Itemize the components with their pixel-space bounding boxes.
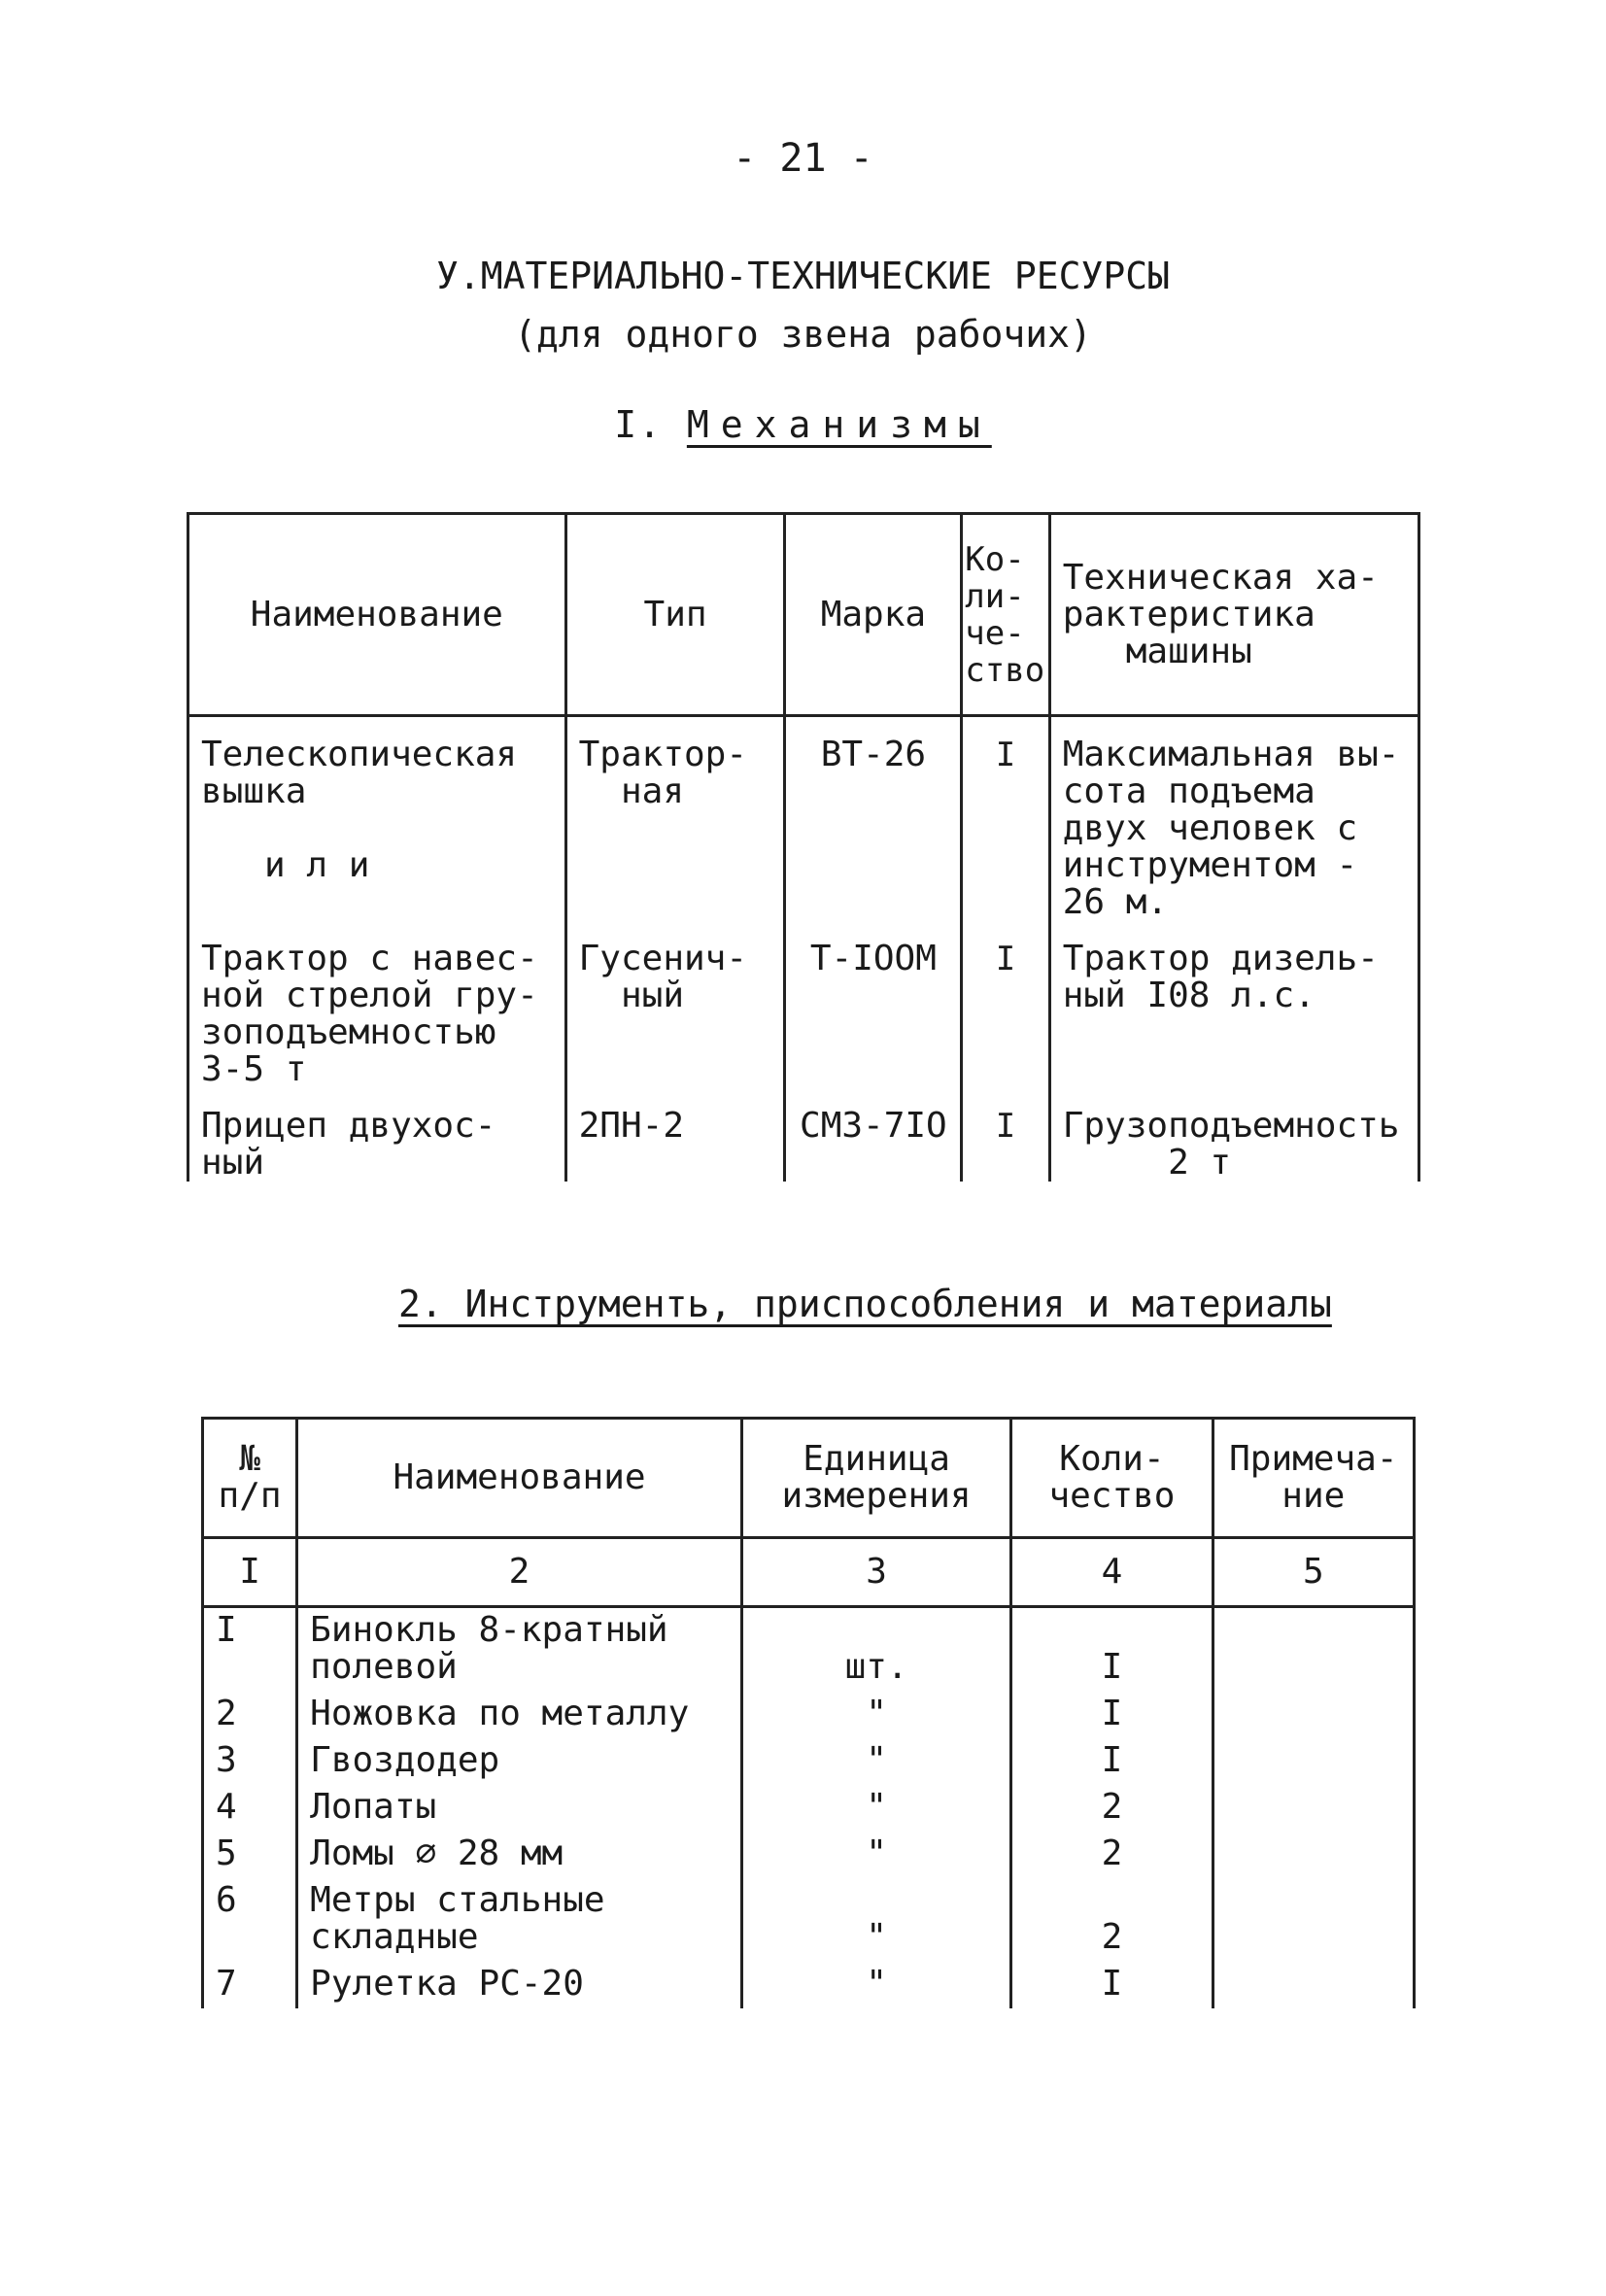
mechanisms-table [187,512,1420,1182]
cell-name: Метры стальные складные [297,1878,742,1962]
cell-note [1213,1738,1414,1785]
header-unit: Единица измерения [741,1419,1010,1538]
cell-type: Трактор- ная [565,716,785,922]
table-row [188,921,1419,1088]
cell-note [1213,1607,1414,1693]
cell-unit: " [741,1832,1010,1878]
section-heading-mechanisms [0,403,1606,446]
cell-name: Бинокль 8-кратный полевой [297,1607,742,1693]
cell-quantity: I [1011,1692,1213,1738]
column-number: 5 [1213,1538,1414,1607]
cell-quantity: I [1011,1738,1213,1785]
cell-quantity: I [962,716,1049,922]
cell-unit: " [741,1878,1010,1962]
table-row [203,1832,1415,1878]
cell-note [1213,1962,1414,2008]
column-number: 4 [1011,1538,1213,1607]
table-row [188,1088,1419,1182]
cell-name: Ножовка по металлу [297,1692,742,1738]
cell-number: 3 [203,1738,297,1785]
cell-name: Лопаты [297,1785,742,1832]
section-number: I. [614,403,663,446]
table-row [203,1738,1415,1785]
header-name: Наименование [188,514,566,716]
document-subtitle: (для одного звена рабочих) [514,313,1092,356]
table-header-row [203,1419,1415,1538]
cell-number: 6 [203,1878,297,1962]
section-heading-tools: 2. Инструменть, приспособления и материалы [398,1283,1332,1325]
cell-unit: " [741,1785,1010,1832]
cell-type: 2ПН-2 [565,1088,785,1182]
header-quantity: Ко- ли- че- ство [962,514,1049,716]
page-number: - 21 - [733,136,873,181]
header-quantity: Коли- чество [1011,1419,1213,1538]
table-row [203,1878,1415,1962]
cell-brand: Т-IOOM [785,921,962,1088]
cell-name: Телескопическая вышка и л и [188,716,566,922]
header-spec: Техническая ха- рактеристика машины [1049,514,1418,716]
cell-number: 2 [203,1692,297,1738]
cell-note [1213,1785,1414,1832]
cell-spec: Максимальная вы- сота подъема двух человек с инструментом - 26 м. [1049,716,1418,922]
column-number: 2 [297,1538,742,1607]
cell-type: Гусенич- ный [565,921,785,1088]
table-row [203,1607,1415,1693]
cell-quantity: 2 [1011,1878,1213,1962]
section-title: Механизмы [686,403,992,446]
cell-spec: Трактор дизель- ный I08 л.с. [1049,921,1418,1088]
cell-number: I [203,1607,297,1693]
cell-spec: Грузоподъемность 2 т [1049,1088,1418,1182]
cell-quantity: I [1011,1607,1213,1693]
cell-number: 5 [203,1832,297,1878]
cell-name: Трактор с навес- ной стрелой гру- зоподъемностью 3-5 т [188,921,566,1088]
cell-note [1213,1878,1414,1962]
cell-name: Рулетка РС-20 [297,1962,742,2008]
cell-unit: " [741,1692,1010,1738]
table-row [203,1785,1415,1832]
cell-quantity: I [962,921,1049,1088]
cell-name: Прицеп двухос- ный [188,1088,566,1182]
cell-unit: шт. [741,1607,1010,1693]
cell-note [1213,1832,1414,1878]
table-row [203,1692,1415,1738]
column-number: 3 [741,1538,1010,1607]
cell-brand: СМЗ-7IO [785,1088,962,1182]
table-row [203,1962,1415,2008]
header-brand: Марка [785,514,962,716]
cell-name: Гвоздодер [297,1738,742,1785]
cell-quantity: 2 [1011,1832,1213,1878]
tools-table [201,1417,1416,2008]
cell-quantity: I [1011,1962,1213,2008]
header-note: Примеча- ние [1213,1419,1414,1538]
header-number: № п/п [203,1419,297,1538]
column-number: I [203,1538,297,1607]
cell-unit: " [741,1962,1010,2008]
cell-number: 7 [203,1962,297,2008]
header-name: Наименование [297,1419,742,1538]
cell-unit: " [741,1738,1010,1785]
cell-number: 4 [203,1785,297,1832]
cell-quantity: I [962,1088,1049,1182]
header-type: Тип [565,514,785,716]
table-header-row [188,514,1419,716]
cell-note [1213,1692,1414,1738]
cell-brand: ВТ-26 [785,716,962,922]
cell-name: Ломы ∅ 28 мм [297,1832,742,1878]
column-number-row [203,1538,1415,1607]
cell-quantity: 2 [1011,1785,1213,1832]
document-title: У.МАТЕРИАЛЬНО-ТЕХНИЧЕСКИЕ РЕСУРСЫ [436,255,1170,297]
table-row [188,716,1419,922]
